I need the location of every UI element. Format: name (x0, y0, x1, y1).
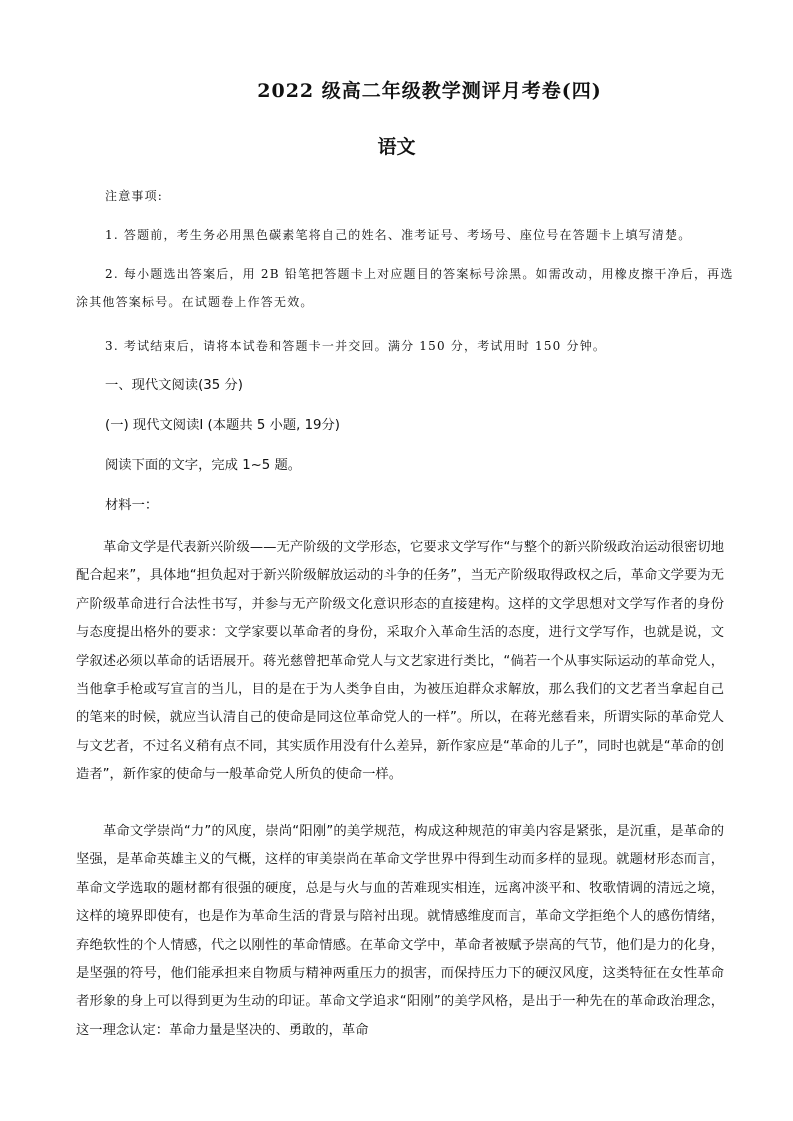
subsection-heading: (一) 现代文阅读Ⅰ (本题共 5 小题, 19分) (105, 418, 340, 433)
notice-heading: 注意事项: (105, 189, 164, 203)
notice-item-2: 2. 每小题选出答案后，用 2B 铅笔把答题卡上对应题目的答案标号涂黑。如需改动，用橡皮擦干净后，再选涂其他答案标号。在试题卷上作答无效。 (76, 267, 734, 309)
notice-item-3: 3. 考试结束后，请将本试卷和答题卡一并交回。满分 150 分，考试用时 150 分钟。 (105, 339, 607, 353)
passage-paragraph-1: 革命文学是代表新兴阶级——无产阶级的文学形态，它要求文学写作“与整个的新兴阶级政治运动很密切地配合起来”，具体地“担负起对于新兴阶级解放运动的斗争的任务”，当无产阶级取得政权之后，革命文学要为无产阶级革命进行合法性书写，并参与无产阶级文化意识形态的直接建构。这样的文学思想对文学写作者的身份与态度提出格外的要求：文学家要以革命者的身份，采取介入革命生活的态度，进行文学写作，也就是说，文学叙述必须以革命的话语展开。蒋光慈曾把革命党人与文艺家进行类比，“倘若一个从事实际运动的革命党人，当他拿手枪或写宣言的当儿，目的是在于为人类争自由，为被压迫群众求解放，那么我们的文艺者当拿起自己的笔来的时候，就应当认清自己的使命是同这位革命党人的一样”。所以，在蒋光慈看来，所谓实际的革命党人与文艺者，不过名义稍有点不同，其实质作用没有什么差异，新作家应是“革命的儿子”，同时也就是“革命的创造者”，新作家的使命与一般革命党人所负的使命一样。 (76, 540, 724, 783)
subject-heading: 语文 (377, 136, 416, 158)
passage-paragraph-2: 革命文学崇尚“力”的风度，崇尚“阳刚”的美学规范，构成这种规范的审美内容是紧张，是沉重，是革命的坚强，是革命英雄主义的气概，这样的审美崇尚在革命文学世界中得到生动而多样的显现。就题材形态而言，革命文学选取的题材都有很强的硬度，总是与火与血的苦难现实相连，远离冲淡平和、牧歌情调的清远之境，这样的境界即使有，也是作为革命生活的背景与陪衬出现。就情感维度而言，革命文学拒绝个人的感伤情绪，弃绝软性的个人情感，代之以刚性的革命情感。在革命文学中，革命者被赋予崇高的气节，他们是力的化身，是坚强的符号，他们能承担来自物质与精神两重压力的损害，而保持压力下的硬汉风度，这类特征在女性革命者形象的身上可以得到更为生动的印证。革命文学追求“阳刚”的美学风格，是出于一种先在的革命政治理念，这一理念认定：革命力量是坚决的、勇敢的，革命 (76, 824, 724, 1038)
material-label: 材料一： (105, 498, 159, 513)
exam-title: 2022 级高二年级教学测评月考卷(四) (257, 80, 602, 102)
reading-instruction: 阅读下面的文字，完成 1~5 题。 (105, 458, 302, 473)
section-heading: 一、现代文阅读(35 分) (105, 378, 243, 393)
notice-item-1: 1. 答题前，考生务必用黑色碳素笔将自己的姓名、准考证号、考场号、座位号在答题卡上填写清楚。 (105, 228, 692, 242)
